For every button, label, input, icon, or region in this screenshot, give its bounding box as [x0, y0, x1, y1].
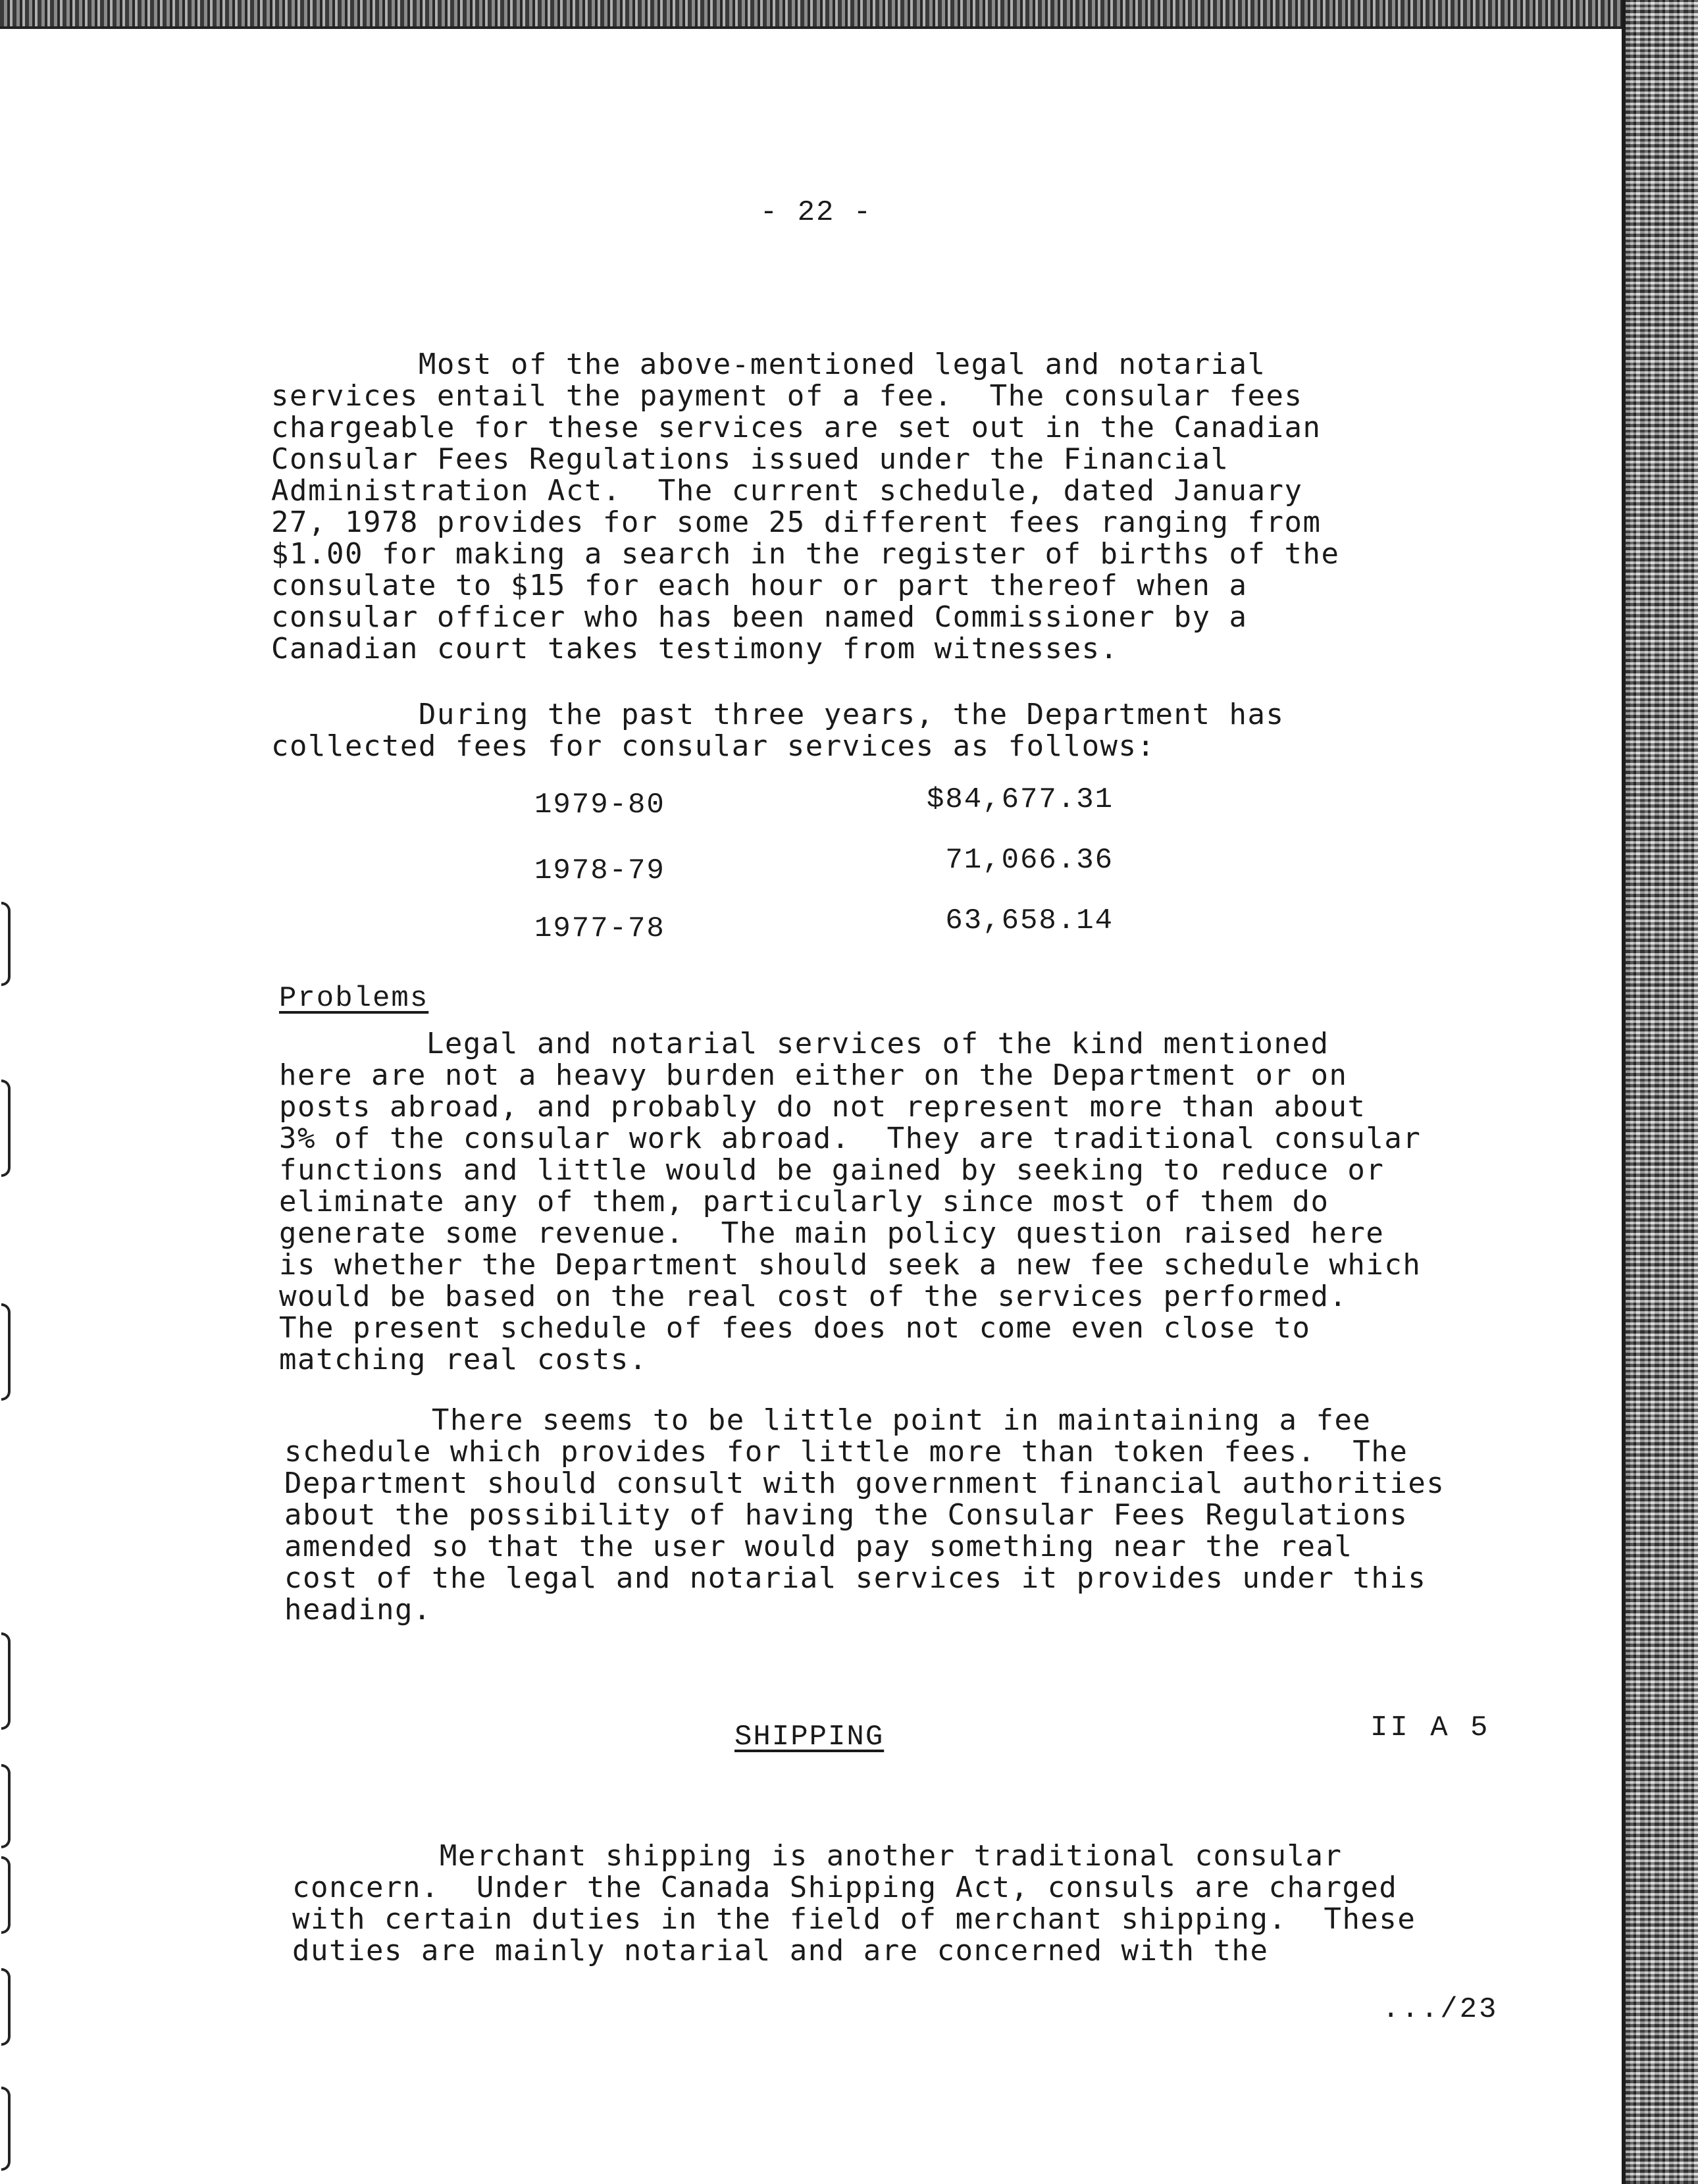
- paragraph-fees-collected: During the past three years, the Department has collected fees for consular services as follows:: [271, 698, 1285, 763]
- binder-mark: [1, 1764, 11, 1848]
- fees-row-amount: 71,066.36: [945, 844, 1114, 877]
- paragraph-consular-fees: Most of the above-mentioned legal and notarial services entail the payment of a fee. The consular fees chargeable for these services are set out in the Canadian Consular Fees Regulations issued under the Financial Administration Act. The current schedule, dated January 27, 1978 provides for some 25 different fees ranging from $1.00 for making a search in the register of births of the consulate to $15 for each hour or part thereof when a consular officer who has been named Commissioner by a Canadian court takes testimony from witnesses.: [271, 348, 1340, 665]
- binder-mark: [1, 902, 11, 986]
- binder-mark: [1, 1856, 11, 1934]
- fees-row-year: 1979-80: [534, 789, 665, 821]
- scan-border-right: [1626, 0, 1698, 2184]
- fees-row-year: 1978-79: [534, 854, 665, 887]
- fees-row-year: 1977-78: [534, 912, 665, 945]
- section-code: II A 5: [1370, 1711, 1491, 1744]
- scan-border-top: [0, 0, 1698, 26]
- heading-shipping: SHIPPING: [734, 1721, 885, 1754]
- page-number: - 22 -: [759, 196, 873, 229]
- scan-page-edge-top: [0, 26, 1645, 29]
- binder-mark: [1, 1079, 11, 1177]
- binder-mark: [1, 2087, 11, 2171]
- paragraph-fee-schedule: There seems to be little point in maintaining a fee schedule which provides for little more than token fees. The Department should consult with government financial authorities about the possibility of having the Consular Fees Regulations amended so that the user would pay something near the real cost of the legal and notarial services it provides under this heading.: [284, 1403, 1445, 1626]
- binder-mark: [1, 1968, 11, 2046]
- continued-marker: .../23: [1382, 1993, 1499, 2026]
- heading-problems: Problems: [279, 982, 429, 1015]
- fees-row-amount: $84,677.31: [926, 783, 1114, 816]
- fees-row-amount: 63,658.14: [945, 904, 1114, 937]
- binder-mark: [1, 1632, 11, 1730]
- binder-mark: [1, 1303, 11, 1401]
- paragraph-merchant-shipping: Merchant shipping is another traditional consular concern. Under the Canada Shipping Act, consuls are charged with certain duties in the field of merchant shipping. These duties are mainly notarial and are concerned with the: [292, 1839, 1416, 1967]
- paragraph-problems: Legal and notarial services of the kind mentioned here are not a heavy burden either on the Department or on posts abroad, and probably do not represent more than about 3% of the consular work abroad. They are traditional consular functions and little would be gained by seeking to reduce or eliminate any of them, particularly since most of them do generate some revenue. The main policy question raised here is whether the Department should seek a new fee schedule which would be based on the real cost of the services performed. The present schedule of fees does not come even close to matching real costs.: [279, 1027, 1422, 1376]
